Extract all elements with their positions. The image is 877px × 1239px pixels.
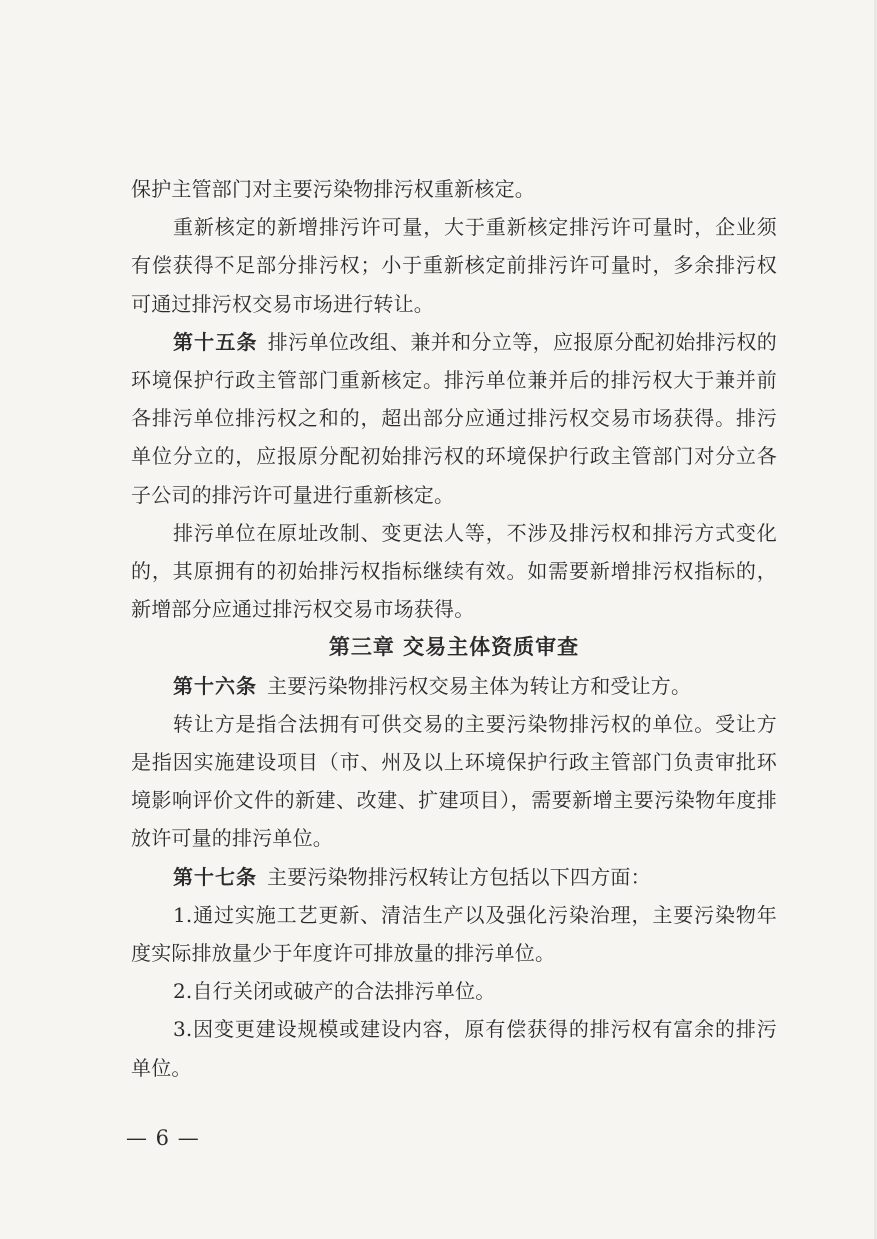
paragraph-continuation: 保护主管部门对主要污染物排污权重新核定。 bbox=[131, 177, 535, 201]
article-15-text: 排污单位改组、兼并和分立等，应报原分配初始排污权的环境保护行政主管部门重新核定。排污单位兼并后的排污权大于兼并前各排污单位排污权之和的，超出部分应通过排污权交易市场获得。排污单位分立的，应报原分配初始排污权的环境保护行政主管部门对分立各子公司的排污许可量进行重新核定。 bbox=[131, 329, 778, 507]
article-17-heading: 第十七条 bbox=[173, 864, 257, 889]
chapter-heading: 第三章 交易主体资质审查 bbox=[328, 634, 580, 660]
paragraph-article-16 bbox=[131, 667, 777, 705]
paragraph-article-15 bbox=[131, 323, 777, 514]
article-17-text: 主要污染物排污权转让方包括以下四方面： bbox=[267, 864, 651, 889]
list-item-1: 1.通过实施工艺更新、清洁生产以及强化污染治理，主要污染物年度实际排放量少于年度许可排放量的排污单位。 bbox=[131, 902, 777, 966]
list-item-2: 2.自行关闭或破产的合法排污单位。 bbox=[173, 979, 496, 1004]
article-16-text: 主要污染物排污权交易主体为转让方和受让方。 bbox=[267, 673, 692, 698]
article-15-heading: 第十五条 bbox=[173, 329, 258, 354]
page-number: — 6 — bbox=[126, 1126, 200, 1150]
paragraph-article-17 bbox=[131, 858, 777, 896]
paragraph-transferor-definition: 转让方是指合法拥有可供交易的主要污染物排污权的单位。受让方是指因实施建设项目（市、州及以上环境保护行政主管部门负责审批环境影响评价文件的新建、改建、扩建项目），需要新增主要污染物年度排放许可量的排污单位。 bbox=[131, 711, 777, 851]
list-item-3: 3.因变更建设规模或建设内容，原有偿获得的排污权有富余的排污单位。 bbox=[131, 1017, 777, 1080]
paragraph-reassessment: 重新核定的新增排污许可量，大于重新核定排污许可量时，企业须有偿获得不足部分排污权；小于重新核定前排污许可量时，多余排污权可通过排污权交易市场进行转让。 bbox=[131, 215, 777, 316]
paragraph-restructuring: 排污单位在原址改制、变更法人等，不涉及排污权和排污方式变化的，其原拥有的初始排污权指标继续有效。如需要新增排污权指标的，新增部分应通过排污权交易市场获得。 bbox=[131, 520, 777, 622]
article-16-heading: 第十六条 bbox=[173, 673, 257, 698]
document-body bbox=[131, 170, 777, 1087]
